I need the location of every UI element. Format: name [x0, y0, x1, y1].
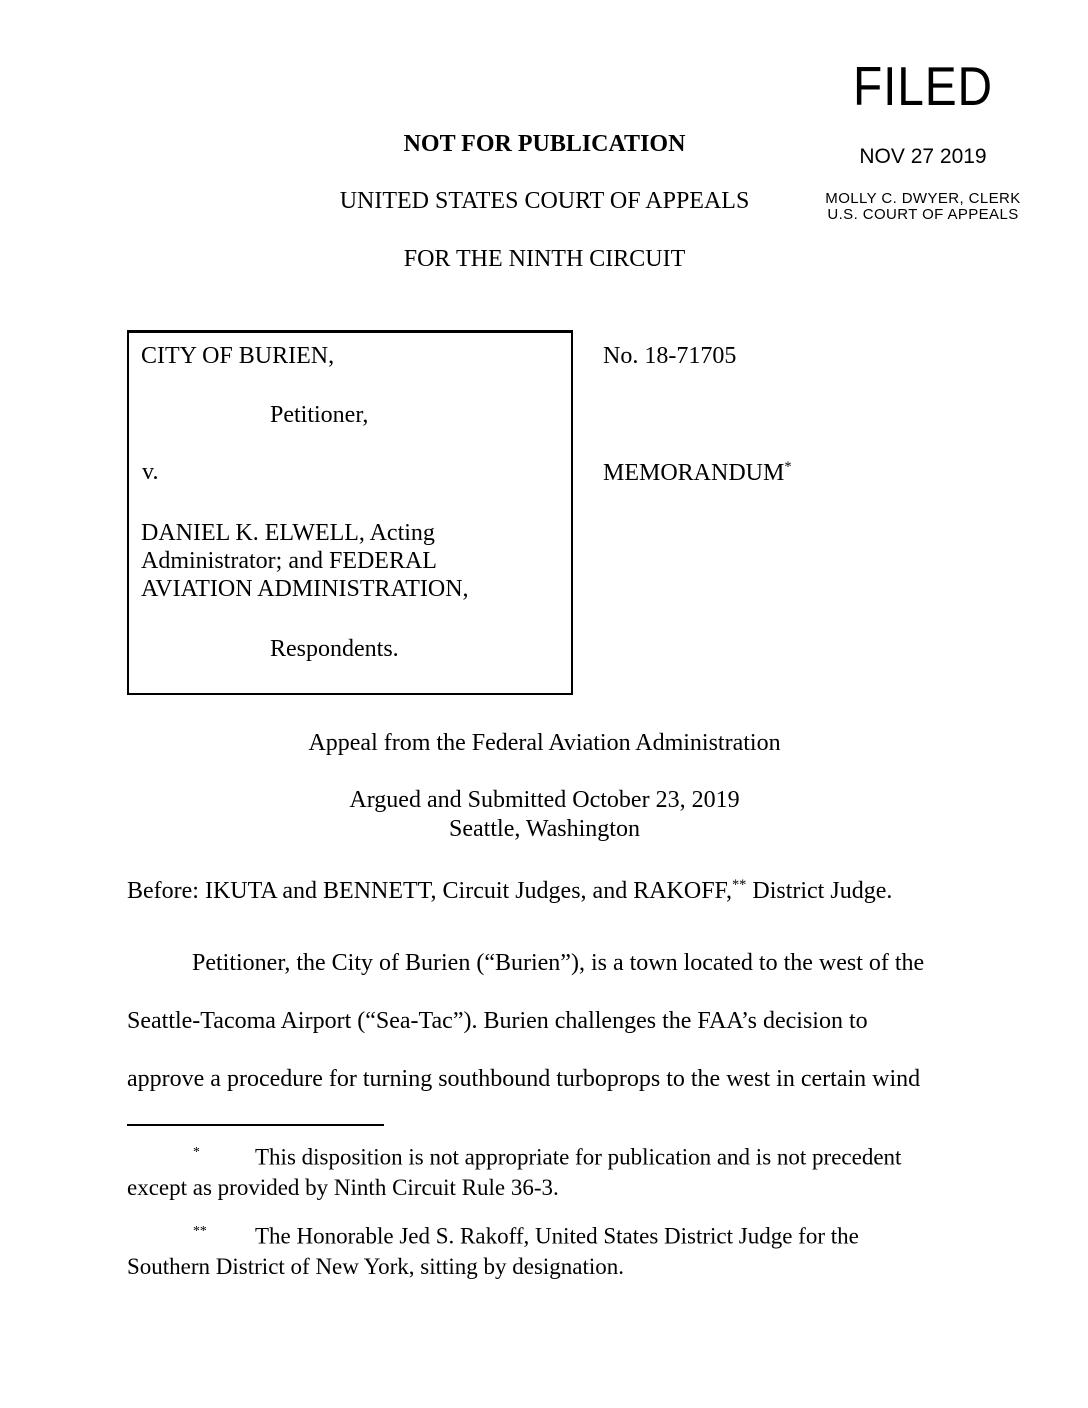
body-line-3: approve a procedure for turning southbound turboprops to the west in certain wind [127, 1066, 921, 1092]
respondent-role: Respondents. [270, 636, 399, 662]
filed-date: NOV 27 2019 [859, 145, 987, 168]
body-line-2: Seattle-Tacoma Airport (“Sea-Tac”). Burien challenges the FAA’s decision to [127, 1008, 868, 1034]
footnote-1 [127, 1137, 987, 1203]
case-caption-box [127, 330, 573, 695]
circuit-name: FOR THE NINTH CIRCUIT [403, 246, 686, 272]
filed-stamp-text: FILED [853, 55, 993, 117]
petitioner-role: Petitioner, [270, 402, 369, 428]
footnote-2-line-1 [127, 1216, 987, 1252]
footnote-1-text-1: This disposition is not appropriate for publication and is not precedent [255, 1144, 902, 1170]
respondent-name-line-3: AVIATION ADMINISTRATION, [141, 576, 469, 602]
footnote-1-line-1 [127, 1137, 987, 1173]
footnote-separator [127, 1124, 384, 1126]
memorandum-title [603, 459, 792, 487]
memorandum-footnote-marker: * [784, 459, 792, 475]
publication-notice: NOT FOR PUBLICATION [403, 131, 686, 157]
body-paragraph [127, 934, 1027, 1108]
respondent-name-line-1: DANIEL K. ELWELL, Acting [141, 520, 435, 546]
footnote-2-marker: ** [193, 1223, 207, 1238]
respondent-name [141, 519, 469, 603]
clerk-office: U.S. COURT OF APPEALS [827, 205, 1019, 223]
clerk-name: MOLLY C. DWYER, CLERK [825, 190, 1021, 207]
panel-text-suffix: District Judge. [752, 878, 893, 904]
panel-footnote-marker: ** [731, 877, 747, 893]
footnote-1-marker: * [193, 1144, 200, 1159]
footnote-2-marker-cell [127, 1216, 255, 1252]
appeal-source-line: Appeal from the Federal Aviation Administration [308, 730, 781, 756]
footnote-1-line-2: except as provided by Ninth Circuit Rule 36-3. [127, 1174, 559, 1200]
versus: v. [142, 459, 159, 485]
body-line-1: Petitioner, the City of Burien (“Burien”), is a town located to the west of the [192, 950, 925, 976]
footnote-2 [127, 1216, 987, 1282]
respondent-name-line-2: Administrator; and FEDERAL [141, 548, 437, 574]
argued-date-line: Argued and Submitted October 23, 2019 [349, 787, 740, 813]
footnote-1-marker-cell [127, 1137, 255, 1173]
panel-text: Before: IKUTA and BENNETT, Circuit Judges, and RAKOFF, [127, 878, 732, 904]
footnote-2-text-1: The Honorable Jed S. Rakoff, United States District Judge for the [255, 1223, 859, 1249]
memorandum-title-text: MEMORANDUM [603, 460, 785, 486]
panel-line [127, 871, 892, 905]
argued-location-line: Seattle, Washington [449, 816, 640, 842]
petitioner-name: CITY OF BURIEN, [141, 343, 335, 369]
footnote-2-line-2: Southern District of New York, sitting by designation. [127, 1253, 625, 1279]
court-name: UNITED STATES COURT OF APPEALS [339, 188, 750, 214]
case-number: No. 18-71705 [603, 343, 737, 369]
